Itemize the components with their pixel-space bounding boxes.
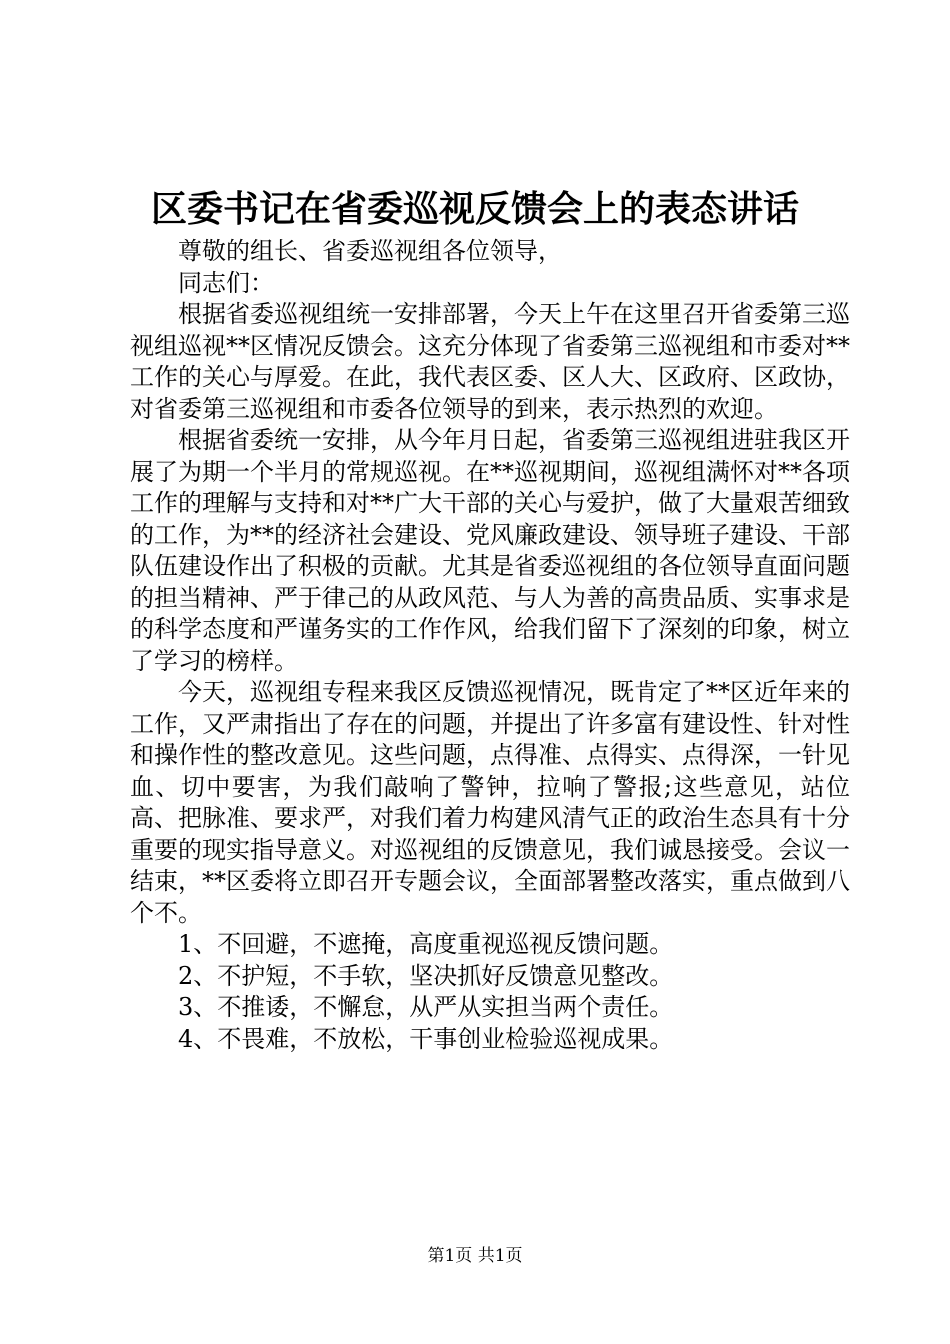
list-item-4: 4、不畏难，不放松，干事创业检验巡视成果。 — [178, 1024, 674, 1053]
document-body — [130, 236, 850, 1055]
list-item-3: 3、不推诿，不懈怠，从严从实担当两个责任。 — [178, 993, 674, 1021]
document-title: 区委书记在省委巡视反馈会上的表态讲话 — [150, 188, 799, 230]
list-item-1: 1、不回避，不遮掩，高度重视巡视反馈问题。 — [178, 930, 674, 958]
salutation-line-1: 尊敬的组长、省委巡视组各位领导， — [178, 237, 562, 265]
paragraph-2: 根据省委统一安排，从今年月日起，省委第三巡视组进驻我区开展了为期一个半月的常规巡视。在**巡视期间，巡视组满怀对**各项工作的理解与支持和对**广大干部的关心与爱护，做了大量艰苦细致的工作，为**的经济社会建设、党风廉政建设、领导班子建设、干部队伍建设作出了积极的贡献。尤其是省委巡视组的各位领导直面问题的担当精神、严于律己的从政风范、与人为善的高贵品质、实事求是的科学态度和严谨务实的工作作风，给我们留下了深刻的印象，树立了学习的榜样。 — [130, 426, 850, 675]
paragraph-3: 今天，巡视组专程来我区反馈巡视情况，既肯定了**区近年来的工作，又严肃指出了存在的问题，并提出了许多富有建设性、针对性和操作性的整改意见。这些问题，点得准、点得实、点得深，一针见血、切中要害，为我们敲响了警钟，拉响了警报;这些意见，站位高、把脉准、要求严，对我们着力构建风清气正的政治生态具有十分重要的现实指导意义。对巡视组的反馈意见，我们诚恳接受。会议一结束，**区委将立即召开专题会议，全面部署整改落实，重点做到八个不。 — [130, 678, 850, 927]
salutation-line-2: 同志们： — [178, 268, 274, 297]
page-footer: 第1页 共1页 — [427, 1246, 523, 1266]
list-item-2: 2、不护短，不手软，坚决抓好反馈意见整改。 — [178, 961, 674, 990]
paragraph-1: 根据省委巡视组统一安排部署，今天上午在这里召开省委第三巡视组巡视**区情况反馈会。这充分体现了省委第三巡视组和市委对**工作的关心与厚爱。在此，我代表区委、区人大、区政府、区政协，对省委第三巡视组和市委各位领导的到来，表示热烈的欢迎。 — [130, 300, 850, 423]
